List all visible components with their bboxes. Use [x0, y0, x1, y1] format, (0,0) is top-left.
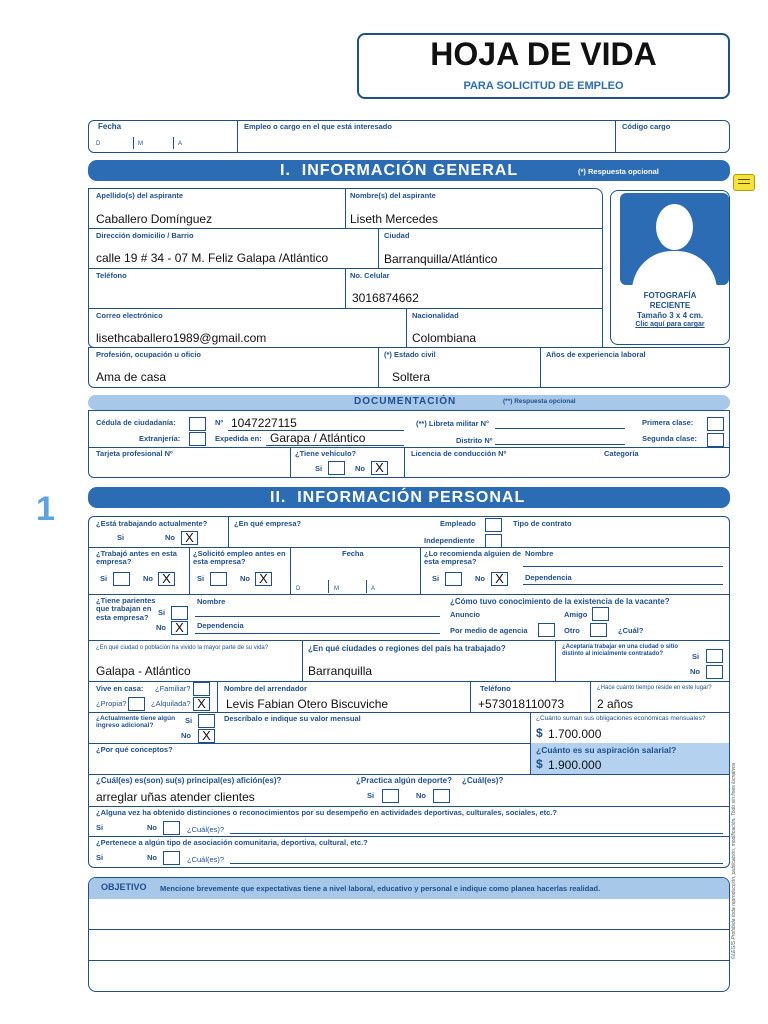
traslado-no-label: No: [690, 667, 700, 676]
estado-civil-label: (*) Estado civil: [384, 350, 436, 359]
profesion-label: Profesión, ocupación u oficio: [96, 350, 202, 359]
telefono-arrendador-label: Teléfono: [480, 684, 511, 693]
divider: [88, 836, 730, 837]
divider: [217, 681, 218, 712]
divider: [173, 137, 174, 149]
underline: [523, 584, 723, 585]
vehiculo-si-checkbox[interactable]: [328, 461, 345, 475]
underline: [230, 833, 723, 834]
asociacion-no-checkbox[interactable]: [163, 851, 180, 865]
month-label: M: [138, 141, 143, 147]
traslado-si-checkbox[interactable]: [706, 649, 723, 663]
empleo-label: Empleo o cargo en el que está interesado: [244, 122, 392, 131]
copyright-sidebar: ©LEGIS Prohibida toda reproducción, publicación, modificación. Todo sin fines lucrativos: [731, 762, 737, 960]
cedula-checkbox[interactable]: [189, 417, 206, 431]
underline: [495, 444, 625, 445]
cedula-field[interactable]: 1047227115: [231, 416, 297, 430]
solicito-no-label: No: [240, 574, 250, 583]
parientes-no-checkbox[interactable]: X: [171, 621, 188, 635]
photo-upload-link[interactable]: Clic aquí para cargar: [635, 321, 705, 328]
codigo-label: Código cargo: [622, 122, 671, 131]
segunda-clase-label: Segunda clase:: [642, 434, 698, 443]
estado-civil-field[interactable]: Soltera: [392, 370, 431, 384]
ingreso-label: ¿Actualmente tiene algún ingreso adicional?: [96, 715, 176, 730]
otro-label: Otro: [564, 626, 580, 635]
recomienda-no-checkbox[interactable]: X: [491, 572, 508, 586]
alquilada-label: ¿Alquilada?: [151, 699, 191, 708]
apellidos-label: Apellido(s) del aspirante: [96, 191, 184, 200]
recomienda-si-checkbox[interactable]: [445, 572, 462, 586]
celular-field[interactable]: 3016874662: [352, 291, 419, 305]
section-1-title: [280, 162, 518, 180]
solicito-si-label: Si: [197, 574, 205, 583]
divider: [88, 594, 730, 595]
asociacion-cual-label: ¿Cuál(es)?: [187, 855, 225, 864]
avatar-head: [656, 204, 693, 250]
nombres-field[interactable]: Liseth Mercedes: [350, 212, 439, 226]
arrendador-field[interactable]: Levis Fabian Otero Biscuviche: [226, 697, 389, 711]
divider: [290, 547, 291, 594]
describalo-label: Descríbalo e indique su valor mensual: [224, 714, 361, 723]
page-title: HOJA DE VIDA: [430, 36, 657, 72]
libreta-label: (**) Libreta militar N°: [416, 419, 490, 428]
solicito-no-checkbox[interactable]: X: [255, 572, 272, 586]
direccion-label: Dirección domicilio / Barrio: [96, 231, 194, 240]
agencia-checkbox[interactable]: [538, 623, 555, 637]
ciudades-trabajo-field[interactable]: Barranquilla: [308, 664, 373, 678]
amigo-label: Amigo: [564, 610, 588, 619]
photo-line1: FOTOGRAFÍA: [643, 291, 697, 300]
documentacion-note: (**) Respuesta opcional: [503, 398, 576, 405]
distinciones-no-label: No: [147, 823, 157, 832]
solicito-label: ¿Solicitó empleo antes en esta empresa?: [193, 549, 286, 567]
ciudades-trabajo-label: ¿En qué ciudades o regiones del país ha trabajado?: [308, 644, 506, 653]
trabajando-si-label: Si: [117, 533, 125, 542]
divider: [378, 228, 379, 268]
obligaciones-label: ¿Cuánto suman sus obligaciones económicas mensuales?: [536, 715, 706, 722]
traslado-si-label: Si: [692, 652, 700, 661]
otro-checkbox[interactable]: [590, 623, 607, 637]
alquilada-checkbox[interactable]: X: [193, 697, 210, 711]
divider: [530, 743, 531, 774]
fecha-a-label: A: [371, 586, 376, 592]
divider: [302, 640, 303, 681]
comment-icon-line: [738, 179, 750, 180]
objetivo-instructions: Mencione brevemente que expectativas tiene a nivel laboral, educativo y personal e indique como planea hacerlas realidad.: [160, 884, 601, 893]
cedula-label: Cédula de ciudadanía:: [96, 418, 176, 427]
section-2-title: [270, 489, 525, 507]
expedida-field[interactable]: Garapa / Atlántico: [270, 431, 366, 445]
trabajando-no-checkbox[interactable]: X: [181, 531, 198, 545]
divider: [88, 774, 730, 775]
recomienda-si-label: Si: [432, 574, 440, 583]
divider: [345, 268, 346, 308]
familiar-label: ¿Familiar?: [155, 684, 191, 693]
nacionalidad-field[interactable]: Colombiana: [412, 331, 477, 345]
deporte-si-checkbox[interactable]: [382, 789, 399, 803]
expedida-label: Expedida en:: [215, 434, 262, 443]
solicito-si-checkbox[interactable]: [210, 572, 227, 586]
primera-clase-checkbox[interactable]: [707, 417, 724, 431]
conceptos-label: ¿Por qué conceptos?: [96, 745, 173, 754]
vive-label: Vive en casa:: [96, 684, 144, 693]
asociacion-si-label: Si: [96, 853, 104, 862]
familiar-checkbox[interactable]: [193, 682, 210, 696]
propia-label: ¿Propia?: [96, 699, 127, 708]
amigo-checkbox[interactable]: [592, 607, 609, 621]
n-label: Nº: [215, 418, 224, 427]
underline: [266, 445, 404, 446]
divider: [88, 308, 603, 309]
section-1-number: I.: [280, 162, 291, 179]
section-1-title-text: INFORMACIÓN GENERAL: [301, 162, 519, 179]
divider: [290, 447, 291, 478]
divider: [378, 347, 379, 388]
nombres-label: Nombre(s) del aspirante: [350, 191, 436, 200]
divider: [420, 547, 421, 594]
parientes-dependencia-label: Dependencia: [197, 621, 244, 630]
primera-clase-label: Primera clase:: [642, 418, 694, 427]
ciudad-vivido-field[interactable]: Galapa - Atlántico: [96, 664, 191, 678]
recomienda-no-label: No: [475, 574, 485, 583]
comment-icon-line: [738, 183, 750, 184]
divider: [133, 137, 134, 149]
empleado-checkbox[interactable]: [485, 518, 502, 532]
trabajo-antes-no-label: No: [143, 574, 153, 583]
photo-placeholder: [620, 193, 729, 285]
traslado-label: ¿Aceptaría trabajar en una ciudad o sitio distinto al inicialmente contratado?: [562, 644, 679, 657]
cual-label: ¿Cuál?: [618, 626, 644, 635]
objetivo-textarea[interactable]: [90, 900, 728, 990]
objetivo-title: OBJETIVO: [101, 882, 147, 892]
recomienda-label: ¿Lo recomienda alguien de esta empresa?: [424, 549, 522, 567]
trabajo-antes-no-checkbox[interactable]: X: [158, 572, 175, 586]
optional-note: (*) Respuesta opcional: [578, 167, 659, 176]
divider: [88, 547, 730, 548]
divider: [470, 681, 471, 712]
telefono-label: Teléfono: [96, 271, 127, 280]
aspiracion-currency: $: [536, 757, 543, 771]
recomienda-nombre-label: Nombre: [525, 549, 554, 558]
fecha-solicitud-label: Fecha: [342, 549, 364, 558]
year-label: A: [178, 141, 183, 147]
deporte-no-checkbox[interactable]: [433, 789, 450, 803]
divider: [590, 681, 591, 712]
divider: [345, 188, 346, 228]
underline: [495, 428, 625, 429]
deporte-no-label: No: [416, 791, 426, 800]
trabajo-antes-si-checkbox[interactable]: [113, 572, 130, 586]
agencia-label: Por medio de agencia: [450, 626, 528, 635]
experiencia-label: Años de experiencia laboral: [546, 350, 646, 359]
divider: [88, 806, 730, 807]
divider: [88, 640, 730, 641]
tarjeta-label: Tarjeta profesional Nº: [96, 449, 173, 458]
trabajando-label: ¿Está trabajando actualmente?: [96, 519, 208, 528]
vehiculo-no-checkbox[interactable]: X: [371, 461, 388, 475]
deporte-cual-label: ¿Cuál(es)?: [462, 776, 504, 785]
divider: [88, 712, 730, 713]
aficiones-label: ¿Cuál(es) es(son) su(s) principal(es) afición(es)?: [96, 776, 282, 785]
underline: [523, 566, 723, 567]
ingreso-si-checkbox[interactable]: [198, 714, 215, 728]
recomienda-dependencia-label: Dependencia: [525, 573, 572, 582]
asociacion-label: ¿Pertenece a algún tipo de asociación comunitaria, deportiva, cultural, etc.?: [96, 838, 368, 847]
vehiculo-label: ¿Tiene vehículo?: [295, 449, 357, 458]
licencia-label: Licencia de conducción Nº: [411, 449, 507, 458]
page-subtitle: PARA SOLICITUD DE EMPLEO: [463, 80, 624, 92]
fecha-m-label: M: [334, 586, 339, 592]
telefono-arrendador-field[interactable]: +573018110073: [478, 697, 565, 711]
photo-line2: RECIENTE: [649, 301, 691, 310]
trabajando-no-label: No: [165, 533, 175, 542]
section-2-title-text: INFORMACIÓN PERSONAL: [297, 489, 526, 506]
aficiones-field[interactable]: arreglar uñas atender clientes: [96, 790, 255, 804]
correo-label: Correo electrónico: [96, 311, 163, 320]
vehiculo-no-label: No: [355, 464, 365, 473]
avatar-body: [632, 251, 717, 285]
divider: [406, 308, 407, 348]
ingreso-si-label: Si: [185, 716, 193, 725]
nacionalidad-label: Nacionalidad: [412, 311, 459, 320]
aspiracion-field[interactable]: 1.900.000: [548, 758, 602, 772]
divider: [237, 120, 238, 153]
trabajo-antes-si-label: Si: [100, 574, 108, 583]
empresa-label: ¿En qué empresa?: [234, 519, 302, 528]
deporte-si-label: Si: [367, 791, 375, 800]
underline: [195, 633, 440, 634]
independiente-label: Independiente: [424, 536, 475, 545]
conocimiento-label: ¿Cómo tuvo conocimiento de la existencia de la vacante?: [450, 597, 670, 606]
profesion-field[interactable]: Ama de casa: [96, 370, 167, 384]
divider: [328, 580, 329, 593]
underline: [195, 616, 440, 617]
contrato-label: Tipo de contrato: [513, 519, 572, 528]
divider: [88, 681, 730, 682]
fecha-label: Fecha: [98, 122, 122, 131]
side-number: 1: [36, 490, 55, 528]
apellidos-field[interactable]: Caballero Domínguez: [96, 212, 213, 226]
ciudad-field[interactable]: Barranquilla/Atlántico: [384, 252, 498, 266]
obligaciones-currency: $: [536, 726, 543, 740]
divider: [88, 228, 603, 229]
segunda-clase-checkbox[interactable]: [707, 433, 724, 447]
divider: [555, 640, 556, 681]
section-2-number: II.: [270, 489, 287, 506]
ciudad-vivido-label: ¿En qué ciudad o población ha vivido la mayor parte de su vida?: [96, 645, 269, 651]
obligaciones-field[interactable]: 1.700.000: [548, 727, 602, 741]
divider: [88, 447, 730, 448]
tiempo-label: ¿Hace cuánto tiempo reside en este lugar?: [597, 685, 712, 691]
anuncio-label: Anuncio: [450, 610, 480, 619]
distinciones-label: ¿Alguna vez ha obtenido distinciones o reconocimientos por su desempeño en actividades deportivas, culturales, sociales, etc.?: [96, 808, 557, 817]
distinciones-cual-label: ¿Cuál(es)?: [187, 825, 225, 834]
deporte-label: ¿Practica algún deporte?: [356, 776, 453, 785]
comment-icon[interactable]: [733, 174, 755, 191]
independiente-checkbox[interactable]: [485, 534, 502, 548]
fecha-d-label: D: [296, 586, 301, 592]
divider: [189, 547, 190, 594]
propia-checkbox[interactable]: [128, 697, 145, 711]
parientes-label: ¿Tiene parientes que trabajan en esta empresa?: [96, 596, 156, 622]
direccion-field[interactable]: calle 19 # 34 - 07 M. Feliz Galapa /Atlántico: [96, 251, 329, 265]
distinciones-no-checkbox[interactable]: [163, 821, 180, 835]
parientes-si-label: Si: [158, 608, 166, 617]
arrendador-label: Nombre del arrendador: [224, 684, 307, 693]
trabajo-antes-label: ¿Trabajó antes en esta empresa?: [96, 549, 177, 567]
aspiracion-label: ¿Cuánto es su aspiración salarial?: [536, 745, 677, 755]
divider: [615, 120, 616, 153]
empleado-label: Empleado: [440, 519, 476, 528]
divider: [540, 347, 541, 388]
traslado-no-checkbox[interactable]: [706, 665, 723, 679]
tiempo-field[interactable]: 2 años: [597, 697, 634, 711]
ciudad-label: Ciudad: [384, 231, 410, 240]
vehiculo-si-label: Si: [315, 464, 323, 473]
ingreso-no-checkbox[interactable]: X: [198, 729, 215, 743]
divider: [404, 447, 405, 478]
divider: [530, 712, 531, 743]
photo-line3: Tamaño 3 x 4 cm.: [636, 311, 704, 320]
ingreso-no-label: No: [181, 731, 191, 740]
categoria-label: Categoría: [604, 449, 639, 458]
documentacion-title: DOCUMENTACIÓN: [354, 396, 457, 407]
divider: [366, 580, 367, 593]
distinciones-si-label: Si: [96, 823, 104, 832]
divider: [228, 516, 229, 547]
parientes-si-checkbox[interactable]: [171, 606, 188, 620]
extranjeria-label: Extranjería:: [139, 434, 181, 443]
day-label: D: [96, 141, 101, 147]
celular-label: No. Celular: [350, 271, 390, 280]
underline: [230, 863, 723, 864]
asociacion-no-label: No: [147, 853, 157, 862]
extranjeria-checkbox[interactable]: [189, 432, 206, 446]
parientes-no-label: No: [156, 623, 166, 632]
parientes-nombre-label: Nombre: [197, 597, 226, 606]
documentacion-frame: [88, 410, 730, 478]
correo-field[interactable]: lisethcaballero1989@gmail.com: [96, 331, 267, 345]
distrito-label: Distrito Nº: [456, 436, 493, 445]
